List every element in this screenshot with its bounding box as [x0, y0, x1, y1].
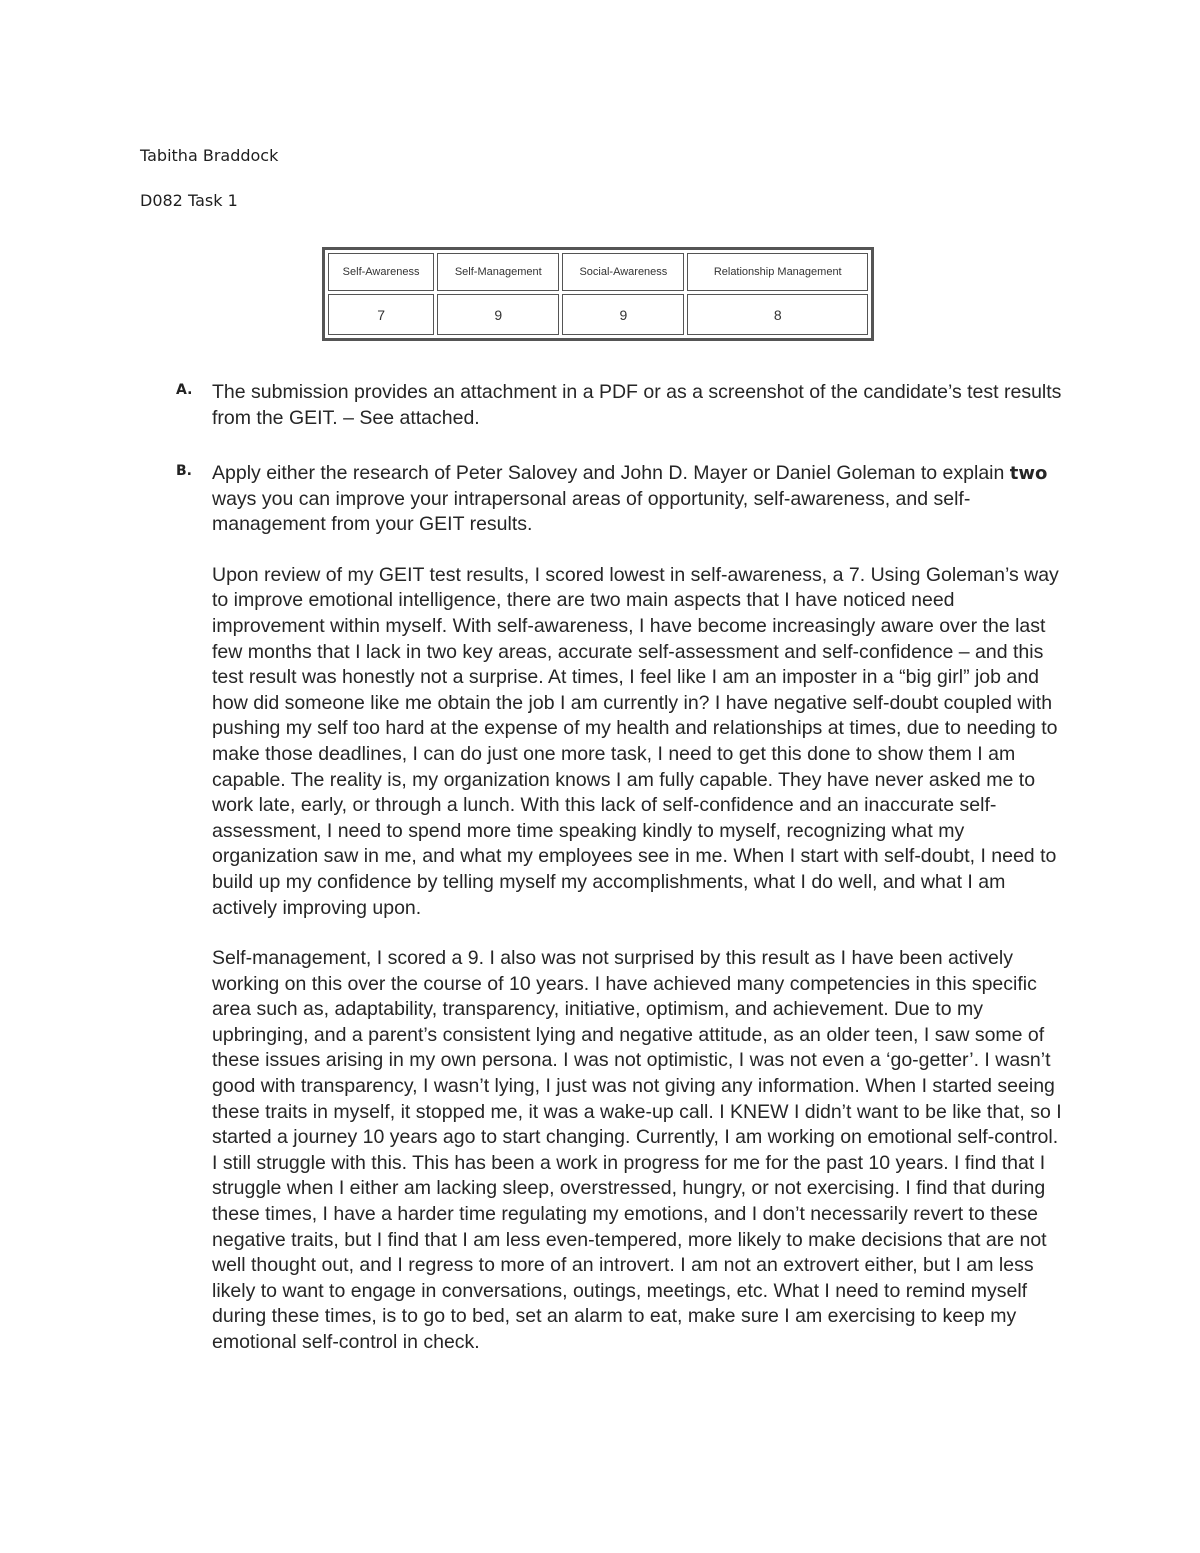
author-name: Tabitha Braddock — [140, 146, 279, 165]
section-a-text — [212, 380, 1062, 431]
score-value-relationship-management: 8 — [687, 294, 868, 335]
score-header-row — [328, 253, 868, 291]
prompt-text-after: ways you can improve your intrapersonal areas of opportunity, self-awareness, and self-management from your GEIT results. — [212, 487, 971, 536]
score-value-row — [328, 294, 868, 335]
section-b-text — [212, 461, 1062, 1356]
section-b-paragraph-1: Upon review of my GEIT test results, I scored lowest in self-awareness, a 7. Using Goleman’s way to improve emotional intelligence, there are two main aspects that I have noticed need improvement within myself. With self-awareness, I have become increasingly aware over the last few months that I lack in two key areas, accurate self-assessment and self-confidence – and this test result was honestly not a surprise. At times, I feel like I am an imposter in a “big girl” job and how did someone like me obtain the job I am currently in? I have negative self-doubt coupled with pushing my self too hard at the expense of my health and relationships at times, due to needing to make those deadlines, I can do just one more task, I need to get this done to show them I am capable. The reality is, my organization knows I am fully capable. They have never asked me to work late, early, or through a lunch. With this lack of self-confidence and an inaccurate self-assessment, I need to spend more time speaking kindly to myself, recognizing what my organization saw in me, and what my employees see in me. When I start with self-doubt, I need to build up my confidence by telling myself my accomplishments, what I do well, and what I am actively improving upon. — [212, 563, 1059, 919]
score-header-social-awareness: Social-Awareness — [562, 253, 684, 291]
score-header-relationship-management: Relationship Management — [687, 253, 868, 291]
section-b-paragraph-2: Self-management, I scored a 9. I also was not surprised by this result as I have been actively working on this over the course of 10 years. I have achieved many competencies in this specific area such as, adaptability, transparency, initiative, optimism, and achievement. Due to my upbringing, and a parent’s consistent lying and negative attitude, as an older teen, I saw some of these issues arising in my own persona. I was not optimistic, I was not even a ‘go-getter’. I wasn’t good with transparency, I wasn’t lying, I just was not giving any information. When I started seeing these traits in myself, it stopped me, it was a wake-up call. I KNEW I didn’t want to be like that, so I started a journey 10 years ago to start changing. Currently, I am working on emotional self-control. I still struggle with this. This has been a work in progress for me for the past 10 years. I find that I struggle when I either am lacking sleep, overstressed, hungry, or not exercising. I find that during these times, I have a harder time regulating my emotions, and I don’t necessarily revert to these negative traits, but I find that I am less even-tempered, more likely to make decisions that are not well thought out, and I regress to more of an introvert. I am not an extrovert either, but I am less likely to want to engage in conversations, outings, meetings, etc. What I need to remind myself during these times, is to go to bed, set an alarm to eat, make sure I am exercising to keep my emotional self-control in check. — [212, 947, 1062, 1353]
section-a-paragraph: The submission provides an attachment in a PDF or as a screenshot of the candidate’s test results from the GEIT. – See attached. — [212, 381, 1062, 429]
task-title: D082 Task 1 — [140, 191, 238, 210]
score-header-self-management: Self-Management — [437, 253, 559, 291]
list-marker-a: A. — [176, 382, 193, 398]
list-marker-b: B. — [176, 463, 192, 479]
score-header-self-awareness: Self-Awareness — [328, 253, 434, 291]
prompt-emphasis: two — [1009, 463, 1048, 484]
score-value-social-awareness: 9 — [562, 294, 684, 335]
score-value-self-awareness: 7 — [328, 294, 434, 335]
section-b-prompt — [212, 461, 1062, 538]
prompt-text-before: Apply either the research of Peter Salovey and John D. Mayer or Daniel Goleman to explain — [212, 462, 1010, 484]
score-value-self-management: 9 — [437, 294, 559, 335]
geit-score-table — [322, 247, 874, 341]
